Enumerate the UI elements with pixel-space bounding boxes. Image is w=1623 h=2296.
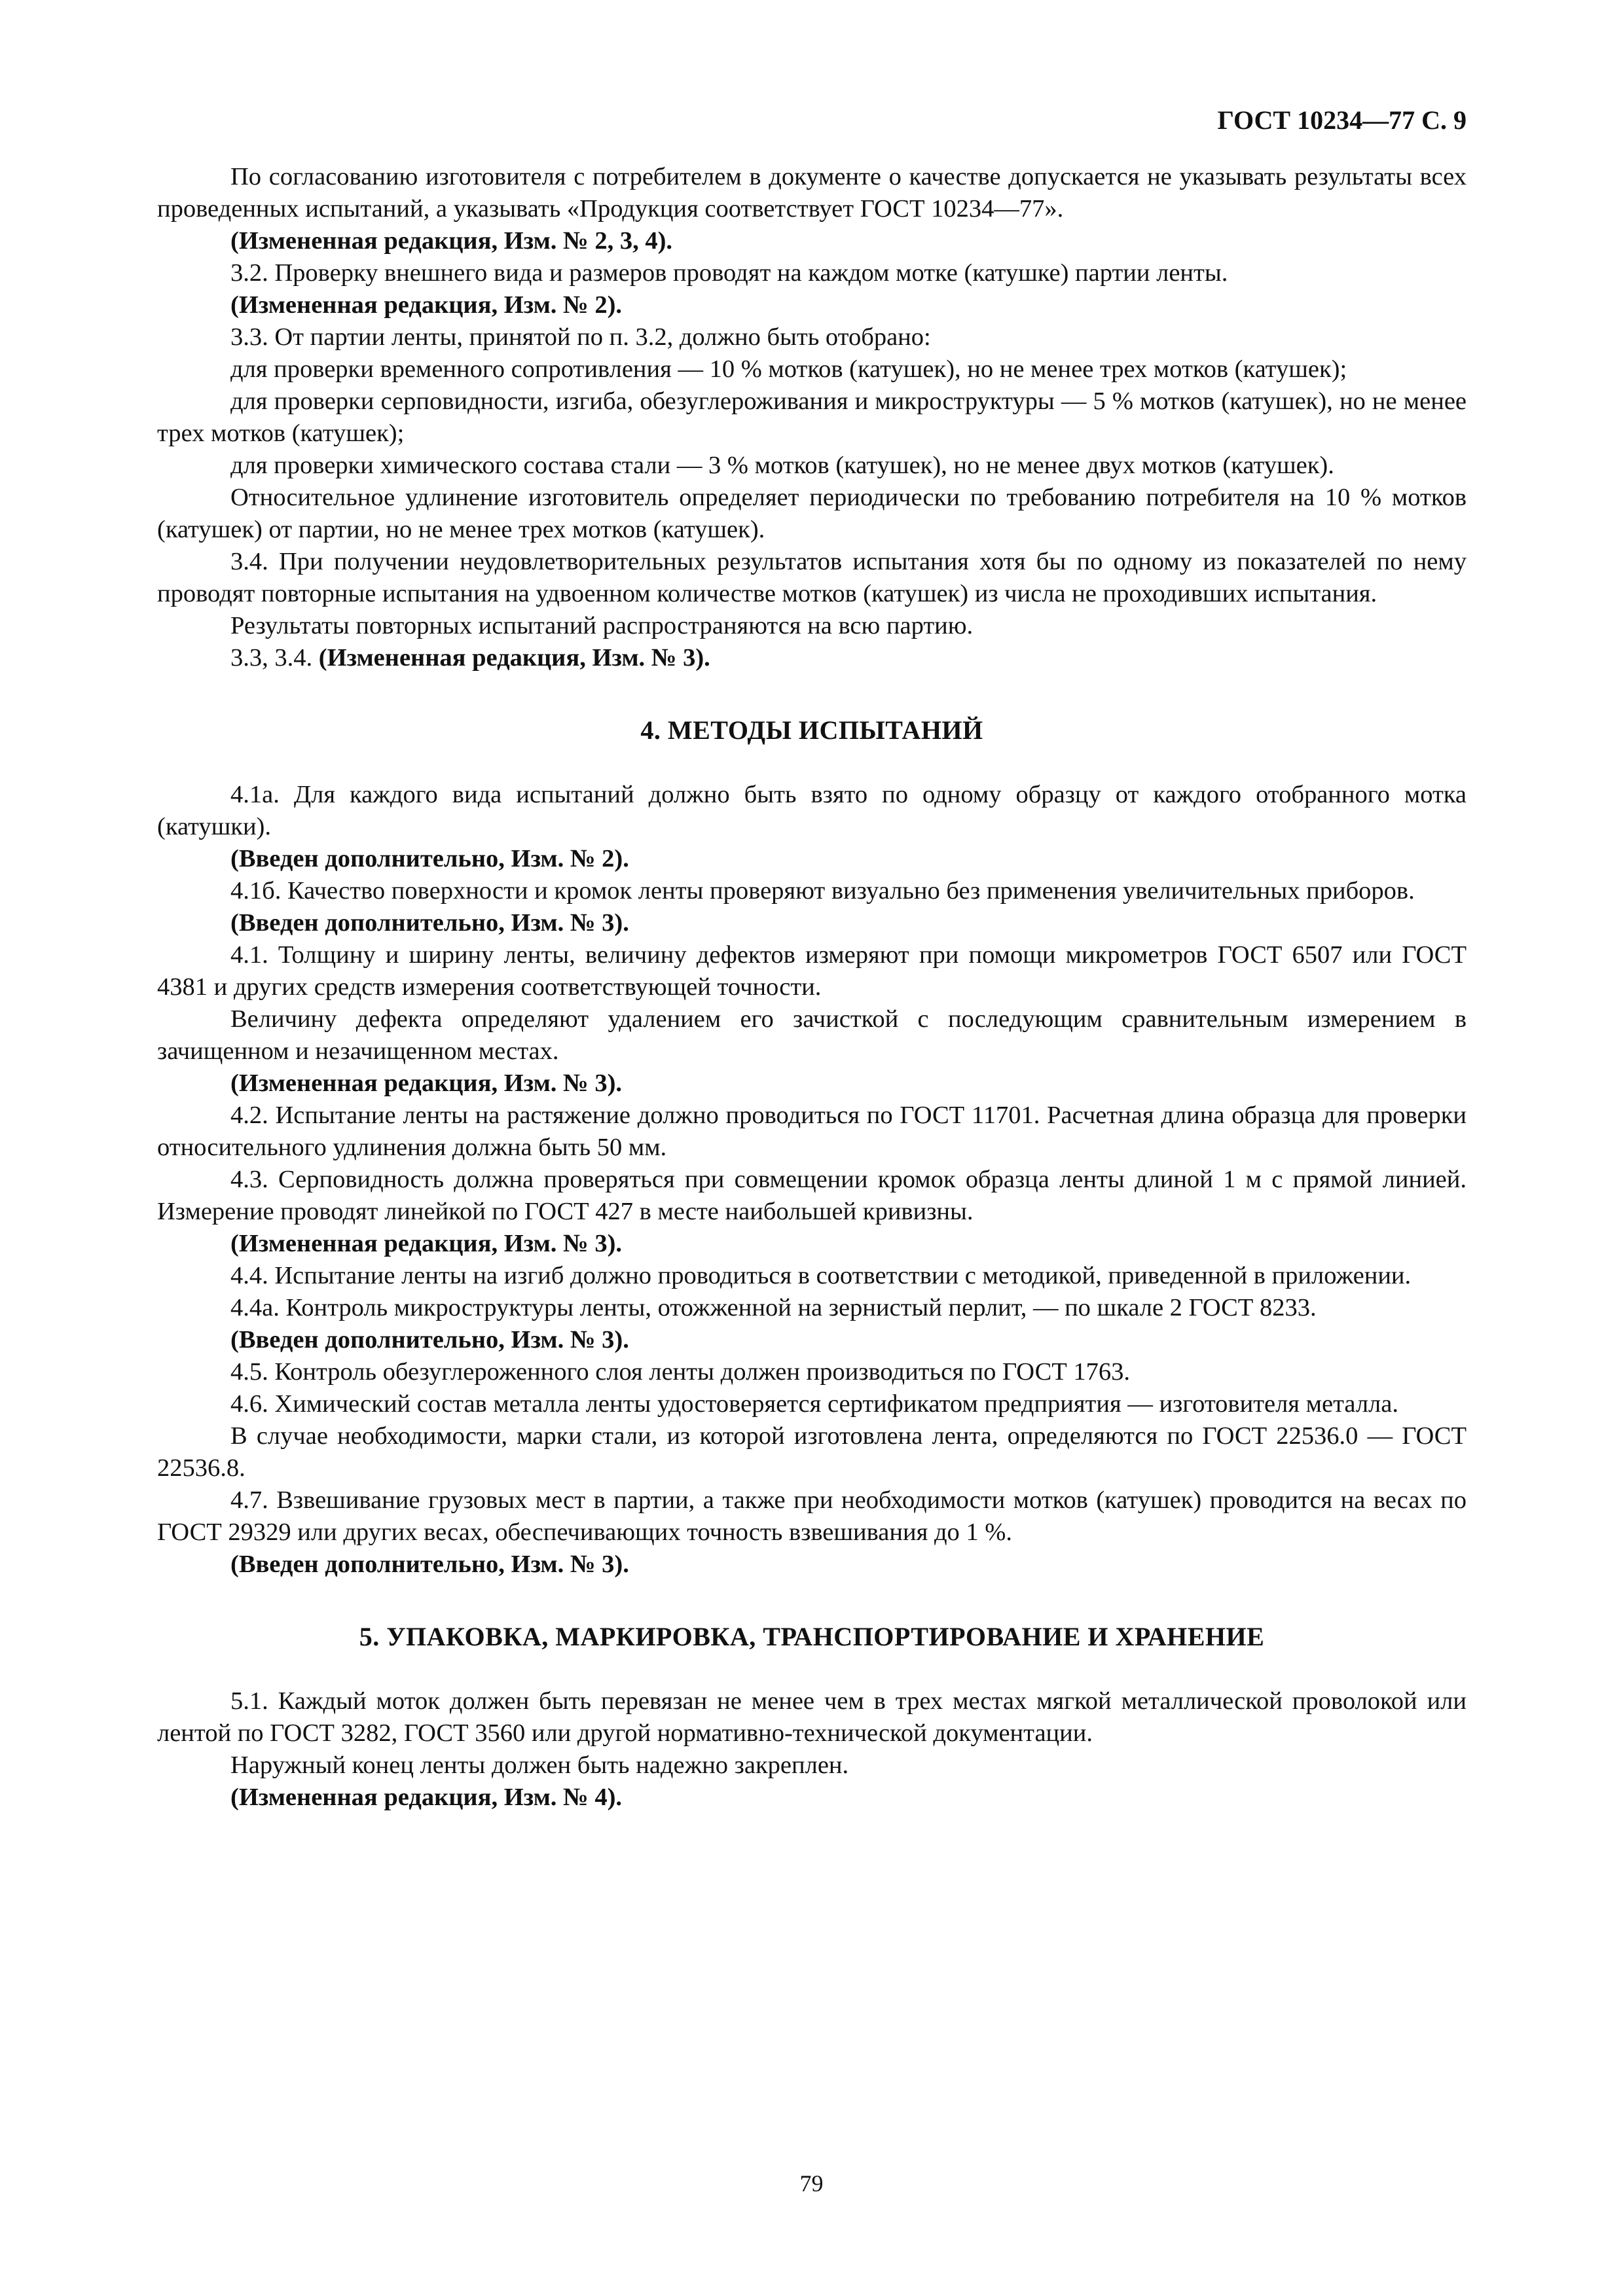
- section-4-title: 4. МЕТОДЫ ИСПЫТАНИЙ: [640, 715, 983, 745]
- paragraph: 4.1б. Качество поверхности и кромок ленты проверяют визуально без применения увеличительных приборов.: [230, 877, 1415, 905]
- paragraph: 3.4. При получении неудовлетворительных результатов испытания хотя бы по одному из показателей по нему проводят повторные испытания на удвоенном количестве мотков (катушек) из числа не проходивших испытания.: [157, 548, 1467, 607]
- section-3-continuation: [157, 161, 1467, 674]
- paragraph: Результаты повторных испытаний распространяются на всю партию.: [230, 612, 974, 639]
- paragraph: 4.4а. Контроль микроструктуры ленты, отожженной на зернистый перлит, — по шкале 2 ГОСТ 8233.: [230, 1294, 1317, 1321]
- paragraph: Величину дефекта определяют удалением его зачисткой с последующим сравнительным измерением в зачищенном и незачищенном местах.: [157, 1005, 1467, 1065]
- paragraph: 4.7. Взвешивание грузовых мест в партии, а также при необходимости мотков (катушек) проводится на весах по ГОСТ 29329 или других весах, обеспечивающих точность взвешивания до 1 %.: [157, 1486, 1467, 1546]
- section-5-title: 5. УПАКОВКА, МАРКИРОВКА, ТРАНСПОРТИРОВАНИЕ И ХРАНЕНИЕ: [359, 1622, 1265, 1651]
- clause-reference: 3.3, 3.4.: [230, 644, 319, 672]
- paragraph: 5.1. Каждый моток должен быть перевязан не менее чем в трех местах мягкой металлической проволокой или лентой по ГОСТ 3282, ГОСТ 3560 или другой нормативно-технической документации.: [157, 1687, 1467, 1747]
- paragraph: Наружный конец ленты должен быть надежно закреплен.: [230, 1751, 849, 1779]
- paragraph: 4.1а. Для каждого вида испытаний должно быть взято по одному образцу от каждого отобранного мотка (катушки).: [157, 781, 1467, 840]
- amendment-note: (Введен дополнительно, Изм. № 3).: [230, 1551, 629, 1578]
- paragraph: 4.4. Испытание ленты на изгиб должно проводиться в соответствии с методикой, приведенной в приложении.: [230, 1262, 1412, 1289]
- amendment-note: (Измененная редакция, Изм. № 4).: [230, 1784, 623, 1811]
- amendment-note: (Измененная редакция, Изм. № 3).: [230, 1230, 623, 1257]
- amendment-text: (Измененная редакция, Изм. № 3).: [318, 644, 710, 672]
- amendment-note: (Введен дополнительно, Изм. № 2).: [230, 845, 629, 872]
- paragraph: 3.2. Проверку внешнего вида и размеров проводят на каждом мотке (катушке) партии ленты.: [230, 259, 1228, 287]
- paragraph: 3.3. От партии ленты, принятой по п. 3.2, должно быть отобрано:: [230, 323, 931, 351]
- paragraph: В случае необходимости, марки стали, из которой изготовлена лента, определяются по ГОСТ 22536.0 — ГОСТ 22536.8.: [157, 1422, 1467, 1482]
- amendment-note: (Измененная редакция, Изм. № 2, 3, 4).: [230, 227, 673, 255]
- page-number: 79: [799, 2170, 824, 2197]
- paragraph: По согласованию изготовителя с потребителем в документе о качестве допускается не указывать результаты всех проведенных испытаний, а указывать «Продукция соответствует ГОСТ 10234—77».: [157, 163, 1467, 223]
- section-4-body: [157, 779, 1467, 1581]
- document-page: [157, 105, 1467, 2251]
- amendment-note: (Измененная редакция, Изм. № 2).: [230, 291, 623, 319]
- paragraph: для проверки химического состава стали — 3 % мотков (катушек), но не менее двух мотков (катушек).: [230, 452, 1334, 479]
- paragraph: для проверки временного сопротивления — 10 % мотков (катушек), но не менее трех мотков (катушек);: [230, 355, 1347, 383]
- amendment-note-with-prefix: [157, 642, 1467, 674]
- paragraph: 4.5. Контроль обезуглероженного слоя ленты должен производиться по ГОСТ 1763.: [230, 1358, 1131, 1386]
- paragraph: 4.2. Испытание ленты на растяжение должно проводиться по ГОСТ 11701. Расчетная длина образца для проверки относительного удлинения должна быть 50 мм.: [157, 1102, 1467, 1161]
- amendment-note: (Введен дополнительно, Изм. № 3).: [230, 1326, 629, 1354]
- document-header: ГОСТ 10234—77 С. 9: [1217, 105, 1467, 135]
- section-5-body: [157, 1685, 1467, 1814]
- paragraph: 4.1. Толщину и ширину ленты, величину дефектов измеряют при помощи микрометров ГОСТ 6507 или ГОСТ 4381 и других средств измерения соответствующей точности.: [157, 941, 1467, 1001]
- paragraph: 4.3. Серповидность должна проверяться при совмещении кромок образца ленты длиной 1 м с прямой линией. Измерение проводят линейкой по ГОСТ 427 в месте наибольшей кривизны.: [157, 1166, 1467, 1225]
- paragraph: Относительное удлинение изготовитель определяет периодически по требованию потребителя на 10 % мотков (катушек) от партии, но не менее трех мотков (катушек).: [157, 484, 1467, 543]
- paragraph: 4.6. Химический состав металла ленты удостоверяется сертификатом предприятия — изготовителя металла.: [230, 1390, 1398, 1418]
- amendment-note: (Введен дополнительно, Изм. № 3).: [230, 909, 629, 937]
- amendment-note: (Измененная редакция, Изм. № 3).: [230, 1069, 623, 1097]
- paragraph: для проверки серповидности, изгиба, обезуглероживания и микроструктуры — 5 % мотков (катушек), но не менее трех мотков (катушек);: [157, 387, 1467, 447]
